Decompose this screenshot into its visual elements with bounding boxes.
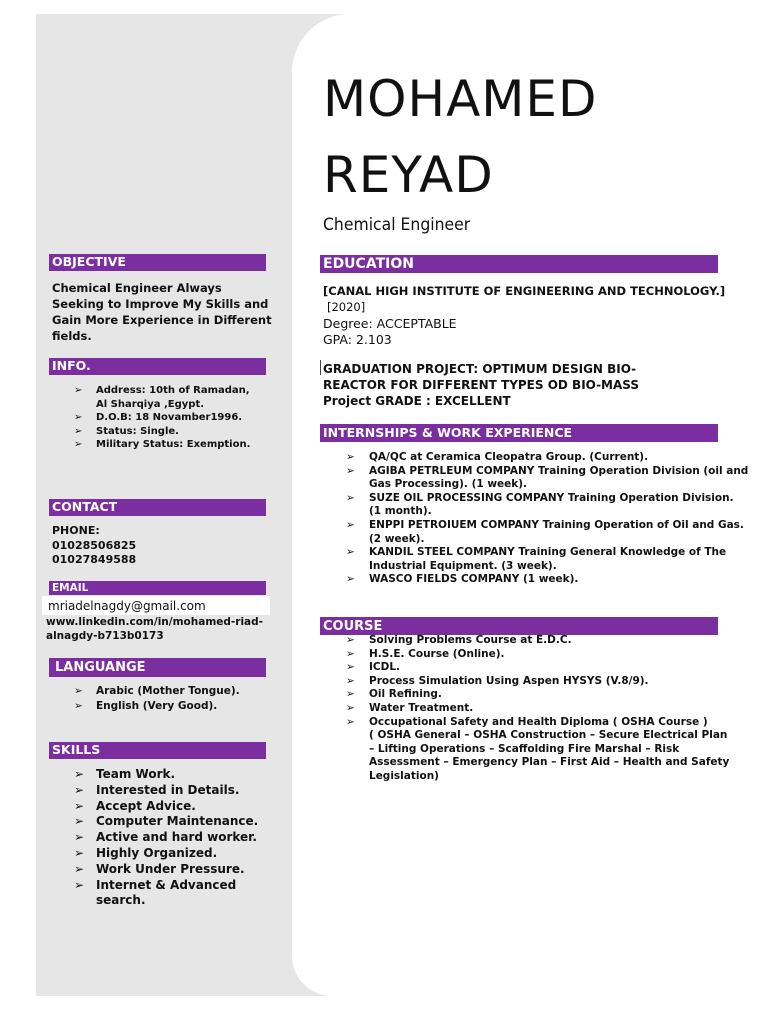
arrow-bullet-icon: ➢ xyxy=(74,861,85,876)
job-title: Chemical Engineer xyxy=(323,215,471,235)
degree: Degree: ACCEPTABLE xyxy=(323,316,457,331)
arrow-bullet-icon: ➢ xyxy=(74,439,83,450)
graduation-project: GRADUATION PROJECT: OPTIMUM DESIGN BIO- REACTOR FOR DIFFERENT TYPES OD BIO-MASS Project GRADE : EXCELLENT xyxy=(323,362,640,408)
phone-number: 01028506825 xyxy=(52,538,137,552)
arrow-bullet-icon: ➢ xyxy=(74,385,83,396)
language-heading: LANGUANGE xyxy=(49,658,266,677)
list-item: ➢ English (Very Good). xyxy=(74,699,218,712)
list-item: ➢ Arabic (Mother Tongue). xyxy=(74,685,240,697)
arrow-bullet-icon: ➢ xyxy=(346,518,355,531)
linkedin-link[interactable]: www.linkedin.com/in/mohamed-riad- alnagdy-b713b0173 xyxy=(46,616,264,642)
list-item: ➢ ENPPI PETROIUEM COMPANY Training Operation of Oil and Gas. (2 week). xyxy=(346,518,744,545)
education-heading: EDUCATION xyxy=(320,255,718,273)
arrow-bullet-icon: ➢ xyxy=(346,701,355,714)
arrow-bullet-icon: ➢ xyxy=(74,830,85,845)
arrow-bullet-icon: ➢ xyxy=(346,546,355,559)
list-item: ➢ Solving Problems Course at E.D.C. xyxy=(346,634,572,646)
list-item: ➢ AGIBA PETRLEUM COMPANY Training Operation Division (oil and Gas Processing). (1 week). xyxy=(346,464,749,491)
list-item: ➢ Status: Single. xyxy=(74,425,179,437)
list-item: ➢ Computer Maintenance. xyxy=(74,814,259,829)
list-item: ➢ SUZE OIL PROCESSING COMPANY Training Operation Division. (1 month). xyxy=(346,491,734,518)
language-list xyxy=(74,684,240,713)
list-item: ➢ WASCO FIELDS COMPANY (1 week). xyxy=(346,573,579,586)
arrow-bullet-icon: ➢ xyxy=(346,674,355,687)
list-item: ➢ H.S.E. Course (Online). xyxy=(346,647,505,660)
list-item: ➢ Highly Organized. xyxy=(74,845,218,860)
arrow-bullet-icon: ➢ xyxy=(74,877,85,892)
arrow-bullet-icon: ➢ xyxy=(74,782,85,797)
arrow-bullet-icon: ➢ xyxy=(74,685,83,697)
phone-block xyxy=(52,524,136,568)
list-item: ➢ Water Treatment. xyxy=(346,701,474,714)
phone-label: PHONE: xyxy=(52,524,100,537)
list-item: ➢ Active and hard worker. xyxy=(74,830,257,845)
list-item: ➢ Occupational Safety and Health Diploma ( OSHA Course ) ( OSHA General – OSHA Construction – Secure Electrical Plan – Lifting Operations – Scaffolding Fire Marshal – Risk Assessment – Emergency Plan – First Aid – Health and Safety Legislation) xyxy=(346,715,730,782)
info-heading: INFO. xyxy=(49,358,266,375)
name-first: MOHAMED xyxy=(323,70,598,128)
arrow-bullet-icon: ➢ xyxy=(346,573,355,586)
skills-heading: SKILLS xyxy=(49,742,266,759)
arrow-bullet-icon: ➢ xyxy=(346,491,355,504)
arrow-bullet-icon: ➢ xyxy=(74,699,83,712)
arrow-bullet-icon: ➢ xyxy=(74,425,83,437)
phone-number: 01027849588 xyxy=(52,553,137,566)
experience-heading: INTERNSHIPS & WORK EXPERIENCE xyxy=(320,424,718,442)
course-list xyxy=(346,634,730,784)
arrow-bullet-icon: ➢ xyxy=(346,464,355,477)
skills-list xyxy=(74,767,259,909)
contact-heading: CONTACT xyxy=(49,499,266,516)
graduation-year: [2020] xyxy=(327,300,366,314)
email-heading: EMAIL xyxy=(49,581,266,595)
course-heading: COURSE xyxy=(320,617,718,635)
arrow-bullet-icon: ➢ xyxy=(74,767,85,781)
text-cursor xyxy=(320,360,321,375)
list-item: ➢ Process Simulation Using Aspen HYSYS (V.8/9). xyxy=(346,674,649,687)
info-list xyxy=(74,384,251,452)
email-box xyxy=(42,596,270,615)
arrow-bullet-icon: ➢ xyxy=(346,647,355,660)
name-last: REYAD xyxy=(323,146,494,204)
list-item: ➢ Internet & Advanced search. xyxy=(74,877,237,908)
objective-text: Chemical Engineer Always Seeking to Improve My Skills and Gain More Experience in Different fields. xyxy=(52,281,272,343)
arrow-bullet-icon: ➢ xyxy=(346,661,355,674)
experience-list xyxy=(346,451,749,587)
arrow-bullet-icon: ➢ xyxy=(74,814,85,829)
list-item: ➢ Military Status: Exemption. xyxy=(74,439,251,450)
arrow-bullet-icon: ➢ xyxy=(346,634,355,646)
list-item: ➢ Oil Refining. xyxy=(346,688,442,701)
arrow-bullet-icon: ➢ xyxy=(74,845,85,860)
gpa: GPA: 2.103 xyxy=(323,332,392,347)
list-item: ➢ Interested in Details. xyxy=(74,782,240,797)
list-item: ➢ Work Under Pressure. xyxy=(74,861,245,876)
arrow-bullet-icon: ➢ xyxy=(346,688,355,701)
arrow-bullet-icon: ➢ xyxy=(74,798,85,813)
list-item: ➢ QA/QC at Ceramica Cleopatra Group. (Current). xyxy=(346,451,649,463)
list-item: ➢ KANDIL STEEL COMPANY Training General Knowledge of The Industrial Equipment. (3 week). xyxy=(346,546,727,572)
list-item: ➢ ICDL. xyxy=(346,661,401,674)
email-address[interactable]: mriadelnagdy@gmail.com xyxy=(48,599,206,613)
list-item: ➢ D.O.B: 18 Novamber1996. xyxy=(74,412,243,423)
list-item: ➢ Accept Advice. xyxy=(74,798,196,813)
list-item: ➢ Team Work. xyxy=(74,767,176,781)
arrow-bullet-icon: ➢ xyxy=(74,412,83,423)
list-item: ➢ Address: 10th of Ramadan, Al Sharqiya ,Egypt. xyxy=(74,385,250,410)
institute-name: [CANAL HIGH INSTITUTE OF ENGINEERING AND TECHNOLOGY.] xyxy=(323,284,726,298)
arrow-bullet-icon: ➢ xyxy=(346,715,355,728)
objective-heading: OBJECTIVE xyxy=(49,254,266,271)
arrow-bullet-icon: ➢ xyxy=(346,451,355,463)
